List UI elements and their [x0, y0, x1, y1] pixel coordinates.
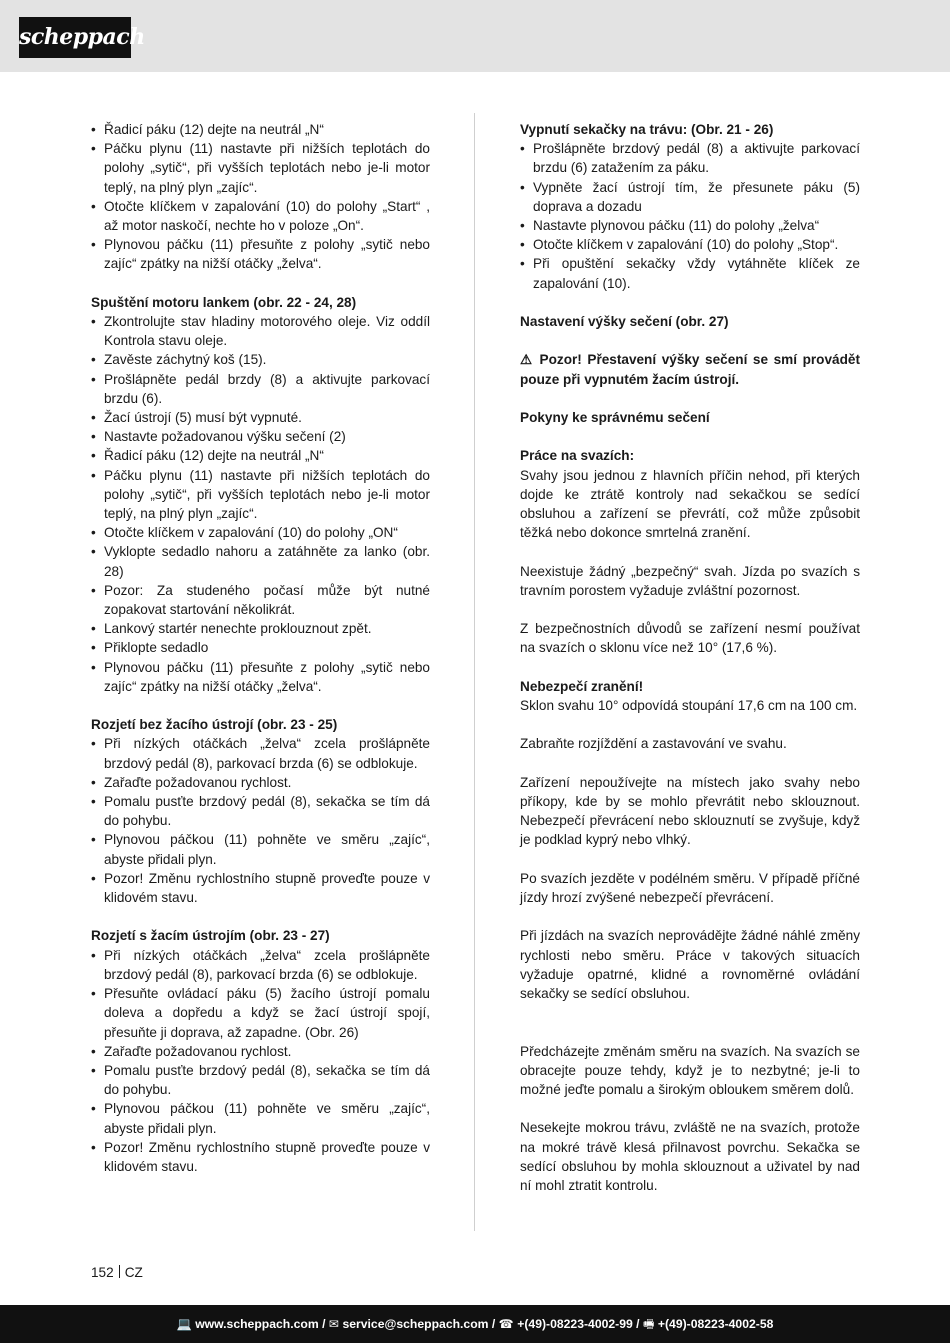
list-item: • Při nízkých otáčkách „želva“ zcela prošlápněte brzdový pedál (8), parkovací brzda (6) se odblokuje. [91, 946, 430, 984]
list-item: • Pozor: Za studeného počasí může být nutné zopakovat startování několikrát. [91, 581, 430, 619]
list-item: • Zařaďte požadovanou rychlost. [91, 1042, 430, 1061]
list-item: • Řadicí páku (12) dejte na neutrál „N“ [91, 446, 430, 465]
warning-note [520, 350, 860, 388]
list-item: • Přiklopte sedadlo [91, 638, 430, 657]
section-heading-injury-danger: Nebezpečí zranění! [520, 678, 644, 694]
fax-icon: 🖷 [642, 1317, 655, 1331]
rope-start-list [91, 312, 430, 696]
phone-icon: ☎ [498, 1317, 514, 1331]
list-item: • Zařaďte požadovanou rychlost. [91, 773, 430, 792]
list-item: • Plynovou páčku (11) přesuňte z polohy „sytič nebo zajíc“ zpátky na nižší otáčky „želva“. [91, 658, 430, 696]
paragraph: Při jízdách na svazích neprovádějte žádné náhlé změny rychlosti nebo směru. Práce v takových situacích vyžaduje opatrné, klidné a rovnoměrné ovládání sekačky se sedící obsluhou. [520, 928, 860, 1001]
list-item: • Zavěste záchytný koš (15). [91, 350, 430, 369]
section-heading-rope-start: Spuštění motoru lankem (obr. 22 - 24, 28) [91, 294, 357, 310]
paragraph: Svahy jsou jednou z hlavních příčin nehod, při kterých dojde ke ztrátě kontroly nad sekačkou se sedící obsluhou a zařízení se převrátí, což může způsobit těžká nebo dokonce smrtelná zranění. [520, 467, 860, 541]
column-divider [474, 113, 475, 1231]
drive-without-mower-list [91, 734, 430, 907]
paragraph: Po svazích jezděte v podélném směru. V případě příčné jízdy hrozí zvýšené nebezpečí převrácení. [520, 870, 860, 905]
list-item: • Žací ústrojí (5) musí být vypnuté. [91, 408, 430, 427]
page-number-separator [119, 1265, 120, 1278]
list-item: • Otočte klíčkem v zapalování (10) do polohy „ON“ [91, 523, 430, 542]
phone-number: +(49)-08223-4002-99 [517, 1317, 633, 1331]
section-heading-stop-mower: Vypnutí sekačky na trávu: (Obr. 21 - 26) [520, 122, 774, 137]
paragraph: Předcházejte změnám směru na svazích. Na svazích se obracejte pouze tehdy, když je to nezbytné; je-li to možné jeďte pomalu a širokým obloukem směrem dolů. [520, 1043, 860, 1097]
list-item: • Otočte klíčkem v zapalování (10) do polohy „Stop“. [520, 235, 860, 254]
list-item: • Nastavte plynovou páčku (11) do polohy „želva“ [520, 216, 860, 235]
list-item: • Vyklopte sedadlo nahoru a zatáhněte za lanko (obr. 28) [91, 542, 430, 580]
paragraph: Neexistuje žádný „bezpečný“ svah. Jízda po svazích s travním porostem vyžaduje zvláštní pozornost. [520, 563, 860, 598]
website-link[interactable]: www.scheppach.com [195, 1317, 319, 1331]
list-item: • Prošlápněte brzdový pedál (8) a aktivujte parkovací brzdu (6) zatažením za páku. [520, 139, 860, 177]
warning-icon: ⚠ [520, 352, 534, 368]
list-item: • Páčku plynu (11) nastavte při nižších teplotách do polohy „sytič“, při vyšších teplotách nebo je-li motor teplý, na plný plyn „zajíc“. [91, 139, 430, 197]
intro-list [91, 120, 430, 274]
list-item: • Plynovou páčku (11) přesuňte z polohy „sytič nebo zajíc“ zpátky na nižší otáčky „želva“. [91, 235, 430, 273]
page-footer [0, 1305, 950, 1343]
list-item: • Pozor! Změnu rychlostního stupně proveďte pouze v klidovém stavu. [91, 1138, 430, 1176]
section-heading-slopes: Práce na svazích: [520, 448, 635, 464]
right-column [520, 120, 860, 1195]
list-item: • Při opuštění sekačky vždy vytáhněte klíček ze zapalování (10). [520, 254, 860, 292]
mail-icon: ✉ [328, 1317, 340, 1331]
footer-separator: / [322, 1317, 326, 1331]
page-number [91, 1265, 143, 1280]
list-item: • Vypněte žací ústrojí tím, že přesunete páku (5) doprava a dozadu [520, 178, 860, 216]
list-item: • Páčku plynu (11) nastavte při nižších teplotách do polohy „sytič“, při vyšších teplotách nebo je-li motor teplý, na plný plyn „zajíc“. [91, 466, 430, 524]
footer-separator: / [636, 1317, 640, 1331]
language-code: CZ [124, 1265, 143, 1280]
section-heading-drive-without-mower: Rozjetí bez žacího ústrojí (obr. 23 - 25) [91, 717, 338, 733]
stop-mower-list [520, 139, 860, 293]
list-item: • Přesuňte ovládací páku (5) žacího ústrojí pomalu doleva a dopředu a když se žací ústrojí spojí, přesuňte ji doprava, až zapadne. (Obr. 26) [91, 984, 430, 1042]
list-item: • Prošlápněte pedál brzdy (8) a aktivujte parkovací brzdu (6). [91, 370, 430, 408]
page-number-value: 152 [91, 1265, 114, 1280]
list-item: • Pomalu pusťte brzdový pedál (8), sekačka se tím dá do pohybu. [91, 1061, 430, 1099]
computer-icon: 💻 [176, 1317, 192, 1331]
footer-separator: / [491, 1317, 496, 1331]
paragraph: Z bezpečnostních důvodů se zařízení nesmí používat na svazích o sklonu více než 10° (17,6 %). [520, 621, 860, 656]
list-item: • Pomalu pusťte brzdový pedál (8), sekačka se tím dá do pohybu. [91, 792, 430, 830]
section-heading-drive-with-mower: Rozjetí s žacím ústrojím (obr. 23 - 27) [91, 928, 330, 944]
paragraph: Zabraňte rozjíždění a zastavování ve svahu. [520, 736, 787, 752]
list-item: • Lankový startér nenechte proklouznout zpět. [91, 619, 430, 638]
list-item: • Řadicí páku (12) dejte na neutrál „N“ [91, 120, 430, 139]
warning-text: Pozor! Přestavení výšky sečení se smí provádět pouze při vypnutém žacím ústrojí. [520, 352, 860, 387]
list-item: • Zkontrolujte stav hladiny motorového oleje. Viz oddíl Kontrola stavu oleje. [91, 312, 430, 350]
email-link[interactable]: service@scheppach.com [342, 1317, 489, 1331]
paragraph: Sklon svahu 10° odpovídá stoupání 17,6 cm na 100 cm. [520, 697, 858, 713]
fax-number: +(49)-08223-4002-58 [657, 1317, 774, 1331]
list-item: • Při nízkých otáčkách „želva“ zcela prošlápněte brzdový pedál (8), parkovací brzda (6) se odblokuje. [91, 734, 430, 772]
scheppach-logo: scheppach [19, 17, 131, 58]
paragraph: Nesekejte mokrou trávu, zvláště ne na svazích, protože na mokré trávě klesá přilnavost povrchu. Sekačka se sedící obsluhou by mohla sklouznout a uživatel by nad ní mohl ztratit kontrolu. [520, 1120, 860, 1193]
list-item: • Nastavte požadovanou výšku sečení (2) [91, 427, 430, 446]
page-header [0, 0, 950, 72]
list-item: • Otočte klíčkem v zapalování (10) do polohy „Start“ , až motor naskočí, nechte ho v poloze „On“. [91, 197, 430, 235]
section-heading-cut-height: Nastavení výšky sečení (obr. 27) [520, 314, 729, 330]
left-column [91, 120, 430, 1176]
list-item: • Pozor! Změnu rychlostního stupně proveďte pouze v klidovém stavu. [91, 869, 430, 907]
section-heading-mowing-tips: Pokyny ke správnému sečení [520, 410, 710, 425]
list-item: • Plynovou páčkou (11) pohněte ve směru „zajíc“, abyste přidali plyn. [91, 830, 430, 868]
drive-with-mower-list [91, 946, 430, 1176]
paragraph: Zařízení nepoužívejte na místech jako svahy nebo příkopy, kde by se mohlo převrátit nebo sklouznout. Nebezpečí převrácení nebo sklouznutí se zvyšuje, když je podklad kyprý nebo vlhký. [520, 774, 860, 848]
list-item: • Plynovou páčkou (11) pohněte ve směru „zajíc“, abyste přidali plyn. [91, 1099, 430, 1137]
